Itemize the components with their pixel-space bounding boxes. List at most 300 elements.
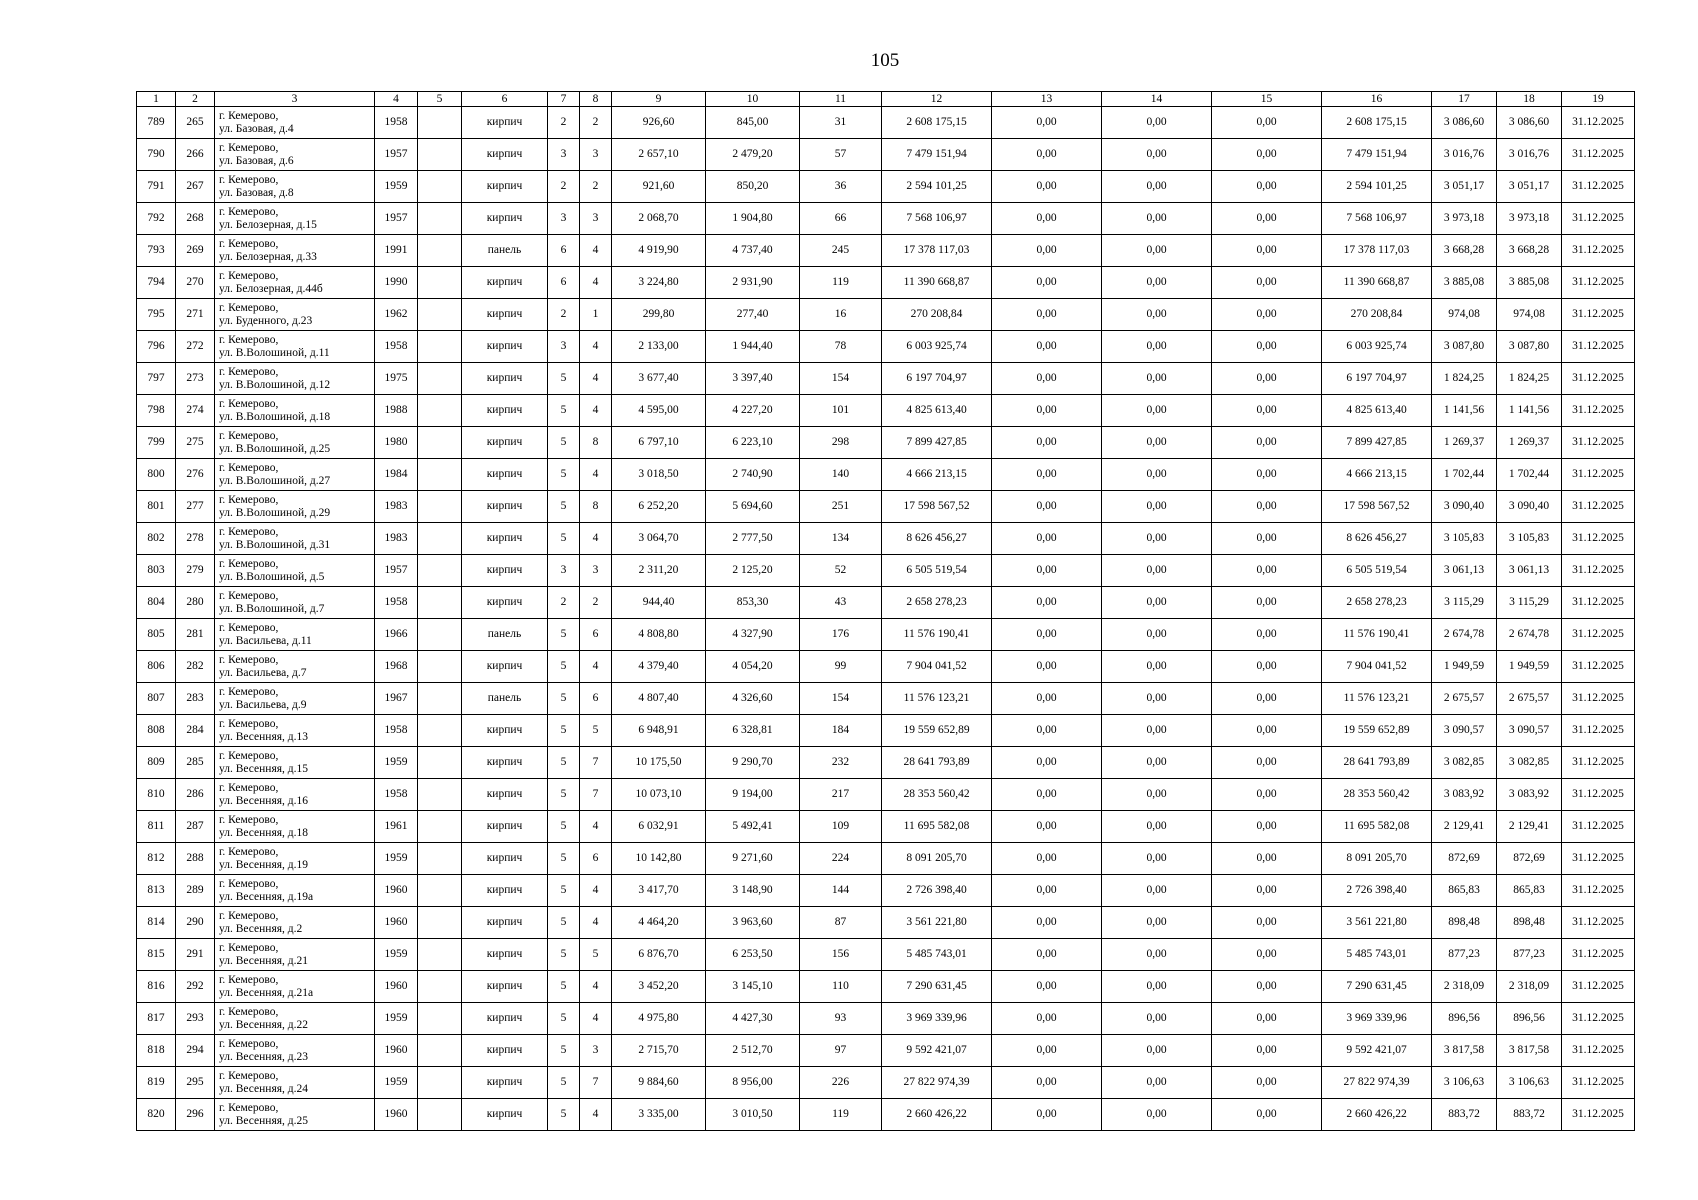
residents: 66 <box>800 203 882 235</box>
local-number: 295 <box>176 1067 215 1099</box>
column-header: 6 <box>462 92 548 107</box>
cost-col-14: 0,00 <box>1102 715 1212 747</box>
cost-col-13: 0,00 <box>992 459 1102 491</box>
unit-cost: 3 061,13 <box>1432 555 1497 587</box>
column-header: 18 <box>1497 92 1562 107</box>
entrances: 3 <box>580 555 612 587</box>
address-city: г. Кемерово, <box>219 845 279 858</box>
cost-col-13: 0,00 <box>992 523 1102 555</box>
address-street: ул. Белозерная, д.33 <box>219 250 317 263</box>
residents: 87 <box>800 907 882 939</box>
entrances: 3 <box>580 139 612 171</box>
wall-material: кирпич <box>462 267 548 299</box>
cost-col-14: 0,00 <box>1102 1035 1212 1067</box>
address <box>215 1003 375 1035</box>
unit-cost: 3 083,92 <box>1432 779 1497 811</box>
regional-cost: 8 091 205,70 <box>1322 843 1432 875</box>
cost-col-15: 0,00 <box>1212 171 1322 203</box>
table-row <box>137 139 1635 171</box>
completion-date: 31.12.2025 <box>1562 971 1635 1003</box>
total-area: 3 064,70 <box>612 523 706 555</box>
entrances: 6 <box>580 683 612 715</box>
cost-col-14: 0,00 <box>1102 683 1212 715</box>
year-built: 1988 <box>375 395 418 427</box>
floors: 5 <box>548 1035 580 1067</box>
local-number: 270 <box>176 267 215 299</box>
cost-col-14: 0,00 <box>1102 523 1212 555</box>
unit-cost: 2 675,57 <box>1432 683 1497 715</box>
entrances: 7 <box>580 747 612 779</box>
entrances: 4 <box>580 651 612 683</box>
column-header: 14 <box>1102 92 1212 107</box>
completion-date: 31.12.2025 <box>1562 235 1635 267</box>
local-number: 282 <box>176 651 215 683</box>
cost-col-13: 0,00 <box>992 171 1102 203</box>
address-city: г. Кемерово, <box>219 973 279 986</box>
cost-col-15: 0,00 <box>1212 523 1322 555</box>
cost-col-13: 0,00 <box>992 811 1102 843</box>
wall-material: кирпич <box>462 523 548 555</box>
table-row <box>137 747 1635 779</box>
cost-col-13: 0,00 <box>992 1035 1102 1067</box>
address-street: ул. Базовая, д.8 <box>219 186 294 199</box>
cost-col-15: 0,00 <box>1212 779 1322 811</box>
column-header: 7 <box>548 92 580 107</box>
living-area: 4 327,90 <box>706 619 800 651</box>
local-number: 289 <box>176 875 215 907</box>
year-built: 1960 <box>375 875 418 907</box>
address <box>215 747 375 779</box>
residents: 245 <box>800 235 882 267</box>
address <box>215 971 375 1003</box>
wall-material: кирпич <box>462 203 548 235</box>
cost-col-15: 0,00 <box>1212 491 1322 523</box>
total-area: 4 807,40 <box>612 683 706 715</box>
regional-cost: 5 485 743,01 <box>1322 939 1432 971</box>
entrances: 8 <box>580 491 612 523</box>
local-number: 275 <box>176 427 215 459</box>
total-area: 2 068,70 <box>612 203 706 235</box>
address-city: г. Кемерово, <box>219 461 279 474</box>
unit-cost: 3 106,63 <box>1432 1067 1497 1099</box>
floors: 5 <box>548 651 580 683</box>
unit-cost: 3 090,40 <box>1432 491 1497 523</box>
wall-material: кирпич <box>462 715 548 747</box>
address-street: ул. Базовая, д.6 <box>219 154 294 167</box>
regional-cost: 11 695 582,08 <box>1322 811 1432 843</box>
unit-cost: 1 949,59 <box>1432 651 1497 683</box>
address <box>215 107 375 139</box>
cost-col-15: 0,00 <box>1212 555 1322 587</box>
address <box>215 651 375 683</box>
address-city: г. Кемерово, <box>219 749 279 762</box>
address-street: ул. Весенняя, д.25 <box>219 1114 309 1127</box>
table-row <box>137 1067 1635 1099</box>
total-cost: 2 608 175,15 <box>882 107 992 139</box>
unit-cost: 1 269,37 <box>1432 427 1497 459</box>
regional-cost: 3 561 221,80 <box>1322 907 1432 939</box>
entrances: 1 <box>580 299 612 331</box>
total-cost: 6 505 519,54 <box>882 555 992 587</box>
living-area: 9 290,70 <box>706 747 800 779</box>
living-area: 3 397,40 <box>706 363 800 395</box>
entrances: 4 <box>580 1099 612 1131</box>
total-cost: 3 561 221,80 <box>882 907 992 939</box>
unit-cost: 2 318,09 <box>1432 971 1497 1003</box>
cost-col-15: 0,00 <box>1212 1067 1322 1099</box>
entrances: 4 <box>580 907 612 939</box>
wall-material: панель <box>462 235 548 267</box>
address-city: г. Кемерово, <box>219 173 279 186</box>
column-header: 3 <box>215 92 375 107</box>
column-header: 13 <box>992 92 1102 107</box>
total-area: 3 452,20 <box>612 971 706 1003</box>
wall-material: кирпич <box>462 363 548 395</box>
regional-cost: 28 353 560,42 <box>1322 779 1432 811</box>
unit-cost: 872,69 <box>1432 843 1497 875</box>
local-number: 281 <box>176 619 215 651</box>
address-street: ул. В.Волошиной, д.7 <box>219 602 325 615</box>
year-built: 1980 <box>375 427 418 459</box>
wall-material: кирпич <box>462 1099 548 1131</box>
unit-cost: 3 885,08 <box>1432 267 1497 299</box>
cost-col-14: 0,00 <box>1102 843 1212 875</box>
total-area: 2 715,70 <box>612 1035 706 1067</box>
column-5 <box>418 107 462 139</box>
total-cost: 28 353 560,42 <box>882 779 992 811</box>
unit-cost-limit: 3 083,92 <box>1497 779 1562 811</box>
cost-col-14: 0,00 <box>1102 971 1212 1003</box>
residents: 134 <box>800 523 882 555</box>
living-area: 6 253,50 <box>706 939 800 971</box>
total-area: 2 311,20 <box>612 555 706 587</box>
total-cost: 4 825 613,40 <box>882 395 992 427</box>
completion-date: 31.12.2025 <box>1562 587 1635 619</box>
unit-cost-limit: 3 105,83 <box>1497 523 1562 555</box>
living-area: 6 223,10 <box>706 427 800 459</box>
local-number: 294 <box>176 1035 215 1067</box>
cost-col-15: 0,00 <box>1212 459 1322 491</box>
living-area: 5 694,60 <box>706 491 800 523</box>
cost-col-15: 0,00 <box>1212 1035 1322 1067</box>
unit-cost: 3 973,18 <box>1432 203 1497 235</box>
completion-date: 31.12.2025 <box>1562 299 1635 331</box>
address-city: г. Кемерово, <box>219 653 279 666</box>
regional-cost: 11 390 668,87 <box>1322 267 1432 299</box>
table-row <box>137 651 1635 683</box>
cost-col-14: 0,00 <box>1102 363 1212 395</box>
address <box>215 331 375 363</box>
table-row <box>137 107 1635 139</box>
address-street: ул. Весенняя, д.19 <box>219 858 309 871</box>
completion-date: 31.12.2025 <box>1562 171 1635 203</box>
cost-col-14: 0,00 <box>1102 587 1212 619</box>
living-area: 3 010,50 <box>706 1099 800 1131</box>
address-city: г. Кемерово, <box>219 141 279 154</box>
cost-col-15: 0,00 <box>1212 299 1322 331</box>
column-number-row <box>137 92 1635 107</box>
completion-date: 31.12.2025 <box>1562 107 1635 139</box>
unit-cost: 865,83 <box>1432 875 1497 907</box>
address-city: г. Кемерово, <box>219 237 279 250</box>
unit-cost: 3 082,85 <box>1432 747 1497 779</box>
completion-date: 31.12.2025 <box>1562 363 1635 395</box>
address-city: г. Кемерово, <box>219 909 279 922</box>
row-number: 792 <box>137 203 176 235</box>
cost-col-15: 0,00 <box>1212 651 1322 683</box>
wall-material: кирпич <box>462 299 548 331</box>
column-header: 16 <box>1322 92 1432 107</box>
regional-cost: 4 825 613,40 <box>1322 395 1432 427</box>
column-header: 4 <box>375 92 418 107</box>
total-cost: 11 576 123,21 <box>882 683 992 715</box>
local-number: 284 <box>176 715 215 747</box>
column-5 <box>418 555 462 587</box>
residents: 140 <box>800 459 882 491</box>
local-number: 293 <box>176 1003 215 1035</box>
total-cost: 11 576 190,41 <box>882 619 992 651</box>
row-number: 807 <box>137 683 176 715</box>
column-5 <box>418 875 462 907</box>
address-city: г. Кемерово, <box>219 1037 279 1050</box>
residents: 99 <box>800 651 882 683</box>
column-5 <box>418 779 462 811</box>
residents: 154 <box>800 363 882 395</box>
regional-cost: 17 378 117,03 <box>1322 235 1432 267</box>
unit-cost-limit: 3 082,85 <box>1497 747 1562 779</box>
regional-cost: 17 598 567,52 <box>1322 491 1432 523</box>
address-street: ул. В.Волошиной, д.18 <box>219 410 331 423</box>
row-number: 799 <box>137 427 176 459</box>
wall-material: кирпич <box>462 747 548 779</box>
total-area: 4 379,40 <box>612 651 706 683</box>
table-row <box>137 683 1635 715</box>
year-built: 1959 <box>375 747 418 779</box>
floors: 2 <box>548 587 580 619</box>
entrances: 8 <box>580 427 612 459</box>
total-cost: 11 695 582,08 <box>882 811 992 843</box>
address-street: ул. В.Волошиной, д.12 <box>219 378 331 391</box>
completion-date: 31.12.2025 <box>1562 875 1635 907</box>
year-built: 1957 <box>375 139 418 171</box>
local-number: 273 <box>176 363 215 395</box>
cost-col-14: 0,00 <box>1102 267 1212 299</box>
address-street: ул. В.Волошиной, д.29 <box>219 506 331 519</box>
unit-cost: 1 824,25 <box>1432 363 1497 395</box>
local-number: 278 <box>176 523 215 555</box>
completion-date: 31.12.2025 <box>1562 715 1635 747</box>
row-number: 800 <box>137 459 176 491</box>
total-cost: 6 003 925,74 <box>882 331 992 363</box>
completion-date: 31.12.2025 <box>1562 811 1635 843</box>
unit-cost-limit: 974,08 <box>1497 299 1562 331</box>
cost-col-13: 0,00 <box>992 651 1102 683</box>
residents: 101 <box>800 395 882 427</box>
row-number: 810 <box>137 779 176 811</box>
wall-material: кирпич <box>462 1067 548 1099</box>
entrances: 4 <box>580 459 612 491</box>
wall-material: кирпич <box>462 107 548 139</box>
table-row <box>137 843 1635 875</box>
row-number: 818 <box>137 1035 176 1067</box>
column-5 <box>418 235 462 267</box>
entrances: 4 <box>580 331 612 363</box>
cost-col-14: 0,00 <box>1102 299 1212 331</box>
unit-cost-limit: 3 051,17 <box>1497 171 1562 203</box>
address-street: ул. Весенняя, д.22 <box>219 1018 309 1031</box>
address <box>215 203 375 235</box>
living-area: 9 271,60 <box>706 843 800 875</box>
address-street: ул. В.Волошиной, д.27 <box>219 474 331 487</box>
column-5 <box>418 683 462 715</box>
total-cost: 2 594 101,25 <box>882 171 992 203</box>
unit-cost-limit: 3 817,58 <box>1497 1035 1562 1067</box>
cost-col-13: 0,00 <box>992 843 1102 875</box>
wall-material: кирпич <box>462 1003 548 1035</box>
living-area: 1 904,80 <box>706 203 800 235</box>
total-cost: 2 658 278,23 <box>882 587 992 619</box>
total-area: 10 142,80 <box>612 843 706 875</box>
year-built: 1959 <box>375 843 418 875</box>
cost-col-15: 0,00 <box>1212 331 1322 363</box>
address-city: г. Кемерово, <box>219 1101 279 1114</box>
column-5 <box>418 1035 462 1067</box>
wall-material: кирпич <box>462 651 548 683</box>
total-cost: 27 822 974,39 <box>882 1067 992 1099</box>
unit-cost: 3 817,58 <box>1432 1035 1497 1067</box>
column-5 <box>418 747 462 779</box>
table-row <box>137 811 1635 843</box>
wall-material: кирпич <box>462 907 548 939</box>
unit-cost: 3 115,29 <box>1432 587 1497 619</box>
regional-cost: 7 290 631,45 <box>1322 971 1432 1003</box>
cost-col-14: 0,00 <box>1102 491 1212 523</box>
cost-col-14: 0,00 <box>1102 171 1212 203</box>
column-5 <box>418 907 462 939</box>
table-row <box>137 619 1635 651</box>
wall-material: кирпич <box>462 395 548 427</box>
entrances: 2 <box>580 171 612 203</box>
column-header: 11 <box>800 92 882 107</box>
wall-material: кирпич <box>462 811 548 843</box>
unit-cost-limit: 3 061,13 <box>1497 555 1562 587</box>
unit-cost: 3 086,60 <box>1432 107 1497 139</box>
row-number: 805 <box>137 619 176 651</box>
total-area: 2 133,00 <box>612 331 706 363</box>
address-city: г. Кемерово, <box>219 397 279 410</box>
year-built: 1960 <box>375 1099 418 1131</box>
cost-col-15: 0,00 <box>1212 395 1322 427</box>
address-street: ул. Базовая, д.4 <box>219 122 294 135</box>
year-built: 1975 <box>375 363 418 395</box>
year-built: 1959 <box>375 1067 418 1099</box>
total-area: 921,60 <box>612 171 706 203</box>
residents: 119 <box>800 267 882 299</box>
year-built: 1957 <box>375 555 418 587</box>
cost-col-13: 0,00 <box>992 363 1102 395</box>
cost-col-15: 0,00 <box>1212 427 1322 459</box>
total-area: 6 876,70 <box>612 939 706 971</box>
cost-col-13: 0,00 <box>992 1099 1102 1131</box>
table-row <box>137 875 1635 907</box>
local-number: 290 <box>176 907 215 939</box>
living-area: 3 148,90 <box>706 875 800 907</box>
unit-cost: 3 105,83 <box>1432 523 1497 555</box>
floors: 5 <box>548 1003 580 1035</box>
residents: 31 <box>800 107 882 139</box>
year-built: 1983 <box>375 523 418 555</box>
table-row <box>137 235 1635 267</box>
total-area: 6 032,91 <box>612 811 706 843</box>
local-number: 285 <box>176 747 215 779</box>
living-area: 2 512,70 <box>706 1035 800 1067</box>
table-row <box>137 459 1635 491</box>
regional-cost: 6 197 704,97 <box>1322 363 1432 395</box>
floors: 6 <box>548 235 580 267</box>
address-city: г. Кемерово, <box>219 493 279 506</box>
cost-col-13: 0,00 <box>992 267 1102 299</box>
cost-col-15: 0,00 <box>1212 875 1322 907</box>
residents: 232 <box>800 747 882 779</box>
year-built: 1958 <box>375 331 418 363</box>
address <box>215 459 375 491</box>
cost-col-15: 0,00 <box>1212 1099 1322 1131</box>
local-number: 280 <box>176 587 215 619</box>
cost-col-15: 0,00 <box>1212 843 1322 875</box>
entrances: 4 <box>580 523 612 555</box>
completion-date: 31.12.2025 <box>1562 203 1635 235</box>
unit-cost-limit: 1 949,59 <box>1497 651 1562 683</box>
row-number: 806 <box>137 651 176 683</box>
table-row <box>137 523 1635 555</box>
total-area: 3 335,00 <box>612 1099 706 1131</box>
address-city: г. Кемерово, <box>219 685 279 698</box>
address <box>215 587 375 619</box>
local-number: 269 <box>176 235 215 267</box>
unit-cost-limit: 3 668,28 <box>1497 235 1562 267</box>
cost-col-14: 0,00 <box>1102 875 1212 907</box>
completion-date: 31.12.2025 <box>1562 459 1635 491</box>
address-city: г. Кемерово, <box>219 1069 279 1082</box>
column-5 <box>418 843 462 875</box>
entrances: 7 <box>580 779 612 811</box>
row-number: 795 <box>137 299 176 331</box>
cost-col-14: 0,00 <box>1102 555 1212 587</box>
residents: 144 <box>800 875 882 907</box>
year-built: 1968 <box>375 651 418 683</box>
unit-cost: 3 090,57 <box>1432 715 1497 747</box>
local-number: 283 <box>176 683 215 715</box>
residents: 176 <box>800 619 882 651</box>
floors: 5 <box>548 907 580 939</box>
address-street: ул. Весенняя, д.21 <box>219 954 309 967</box>
cost-col-14: 0,00 <box>1102 1067 1212 1099</box>
total-area: 4 975,80 <box>612 1003 706 1035</box>
cost-col-13: 0,00 <box>992 747 1102 779</box>
cost-col-13: 0,00 <box>992 1003 1102 1035</box>
cost-col-15: 0,00 <box>1212 939 1322 971</box>
floors: 5 <box>548 459 580 491</box>
regional-cost: 6 003 925,74 <box>1322 331 1432 363</box>
completion-date: 31.12.2025 <box>1562 1003 1635 1035</box>
living-area: 845,00 <box>706 107 800 139</box>
total-area: 10 073,10 <box>612 779 706 811</box>
cost-col-15: 0,00 <box>1212 139 1322 171</box>
row-number: 813 <box>137 875 176 907</box>
row-number: 797 <box>137 363 176 395</box>
cost-col-14: 0,00 <box>1102 427 1212 459</box>
address-street: ул. Васильева, д.9 <box>219 698 307 711</box>
